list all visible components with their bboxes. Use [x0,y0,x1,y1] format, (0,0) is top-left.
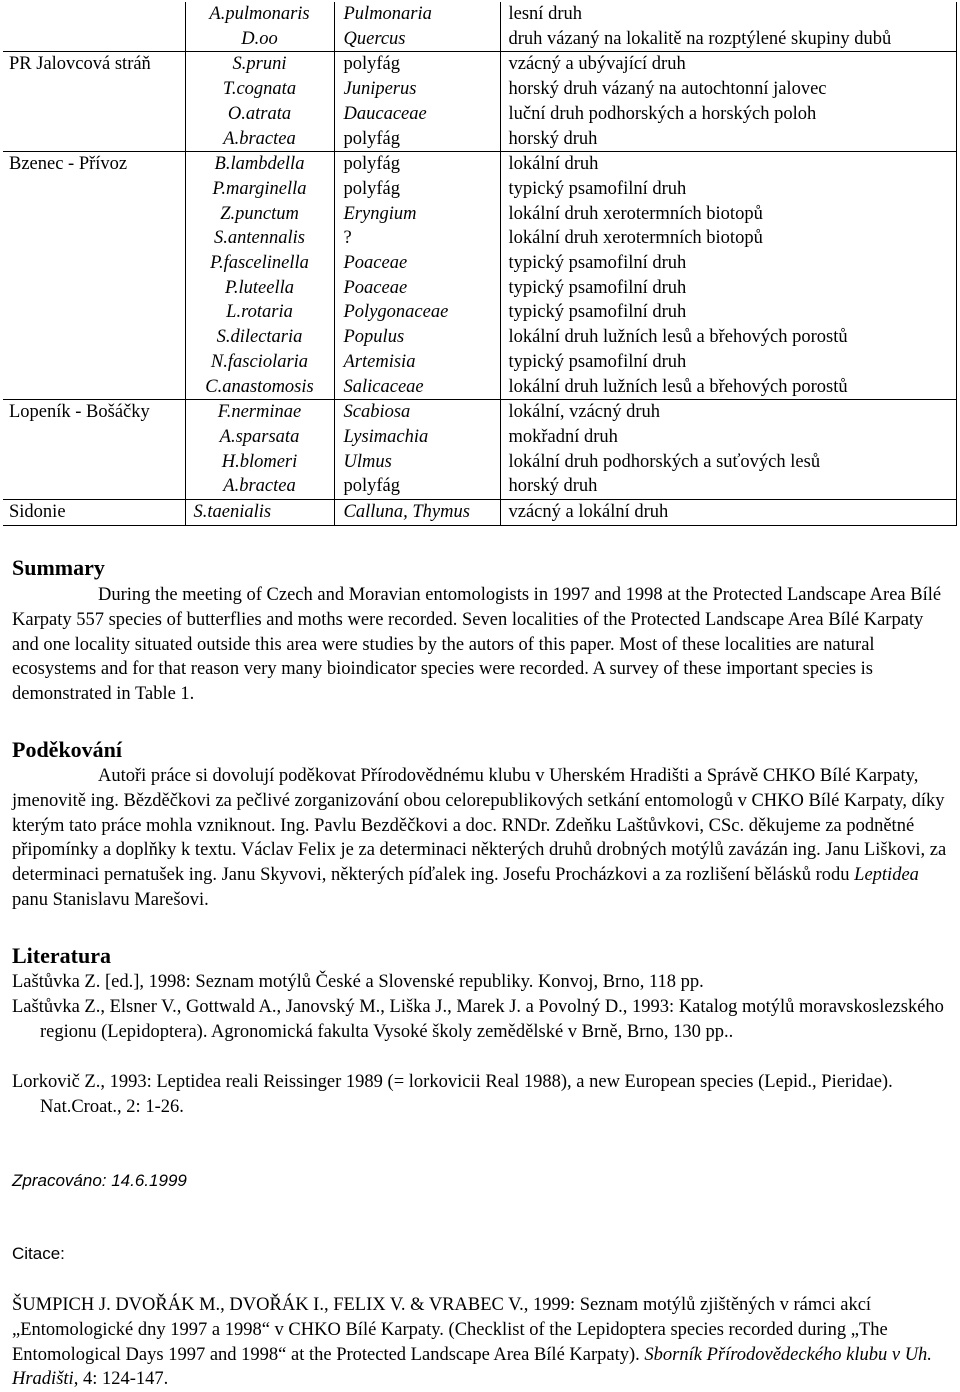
note-cell: typický psamofilní druh [500,300,957,325]
note-cell: lokální druh lužních lesů a břehových porostů [500,375,957,400]
table-row [3,350,957,375]
table-row [3,226,957,251]
note-cell: horský druh [500,127,957,152]
locality-cell: Bzenec - Přívoz [3,152,185,177]
host-plant-cell: Lysimachia [334,425,500,450]
locality-cell [3,177,185,202]
summary-text: During the meeting of Czech and Moravian entomologists in 1997 and 1998 at the Protected Landscape Area Bílé Karpaty 557 species of butterflies and moths were recorded. Seven localities of the Protected Landscape Area Bílé Karpaty and one locality situated outside this area were studies by the autors of this paper. Most of these localities are natural ecosystems and for that reason very many bioindicator species were recorded. A survey of these important species is demonstrated in Table 1. [12,585,942,705]
species-cell: A.bractea [185,127,334,152]
host-plant-cell: Artemisia [334,350,500,375]
species-cell: B.lambdella [185,152,334,177]
locality-cell [3,251,185,276]
table-row [3,500,957,526]
species-cell: Z.punctum [185,202,334,227]
reference-1: Laštůvka Z. [ed.], 1998: Seznam motýlů České a Slovenské republiky. Konvoj, Brno, 118 pp. [12,972,704,992]
locality-cell: Sidonie [3,500,185,526]
species-cell: P.marginella [185,177,334,202]
locality-cell [3,202,185,227]
reference-3: Lorkovič Z., 1993: Leptidea reali Reissinger 1989 (= lorkovicii Real 1988), a new European species (Lepid., Pieridae). Nat.Croat., 2: 1-26. [12,1072,893,1117]
note-cell: druh vázaný na lokalitě na rozptýlené skupiny dubů [500,27,957,52]
species-cell: C.anastomosis [185,375,334,400]
note-cell: lokální druh podhorských a suťových lesů [500,450,957,475]
species-cell: A.sparsata [185,425,334,450]
table-row [3,202,957,227]
table-row [3,400,957,425]
processed-date: Zpracováno: 14.6.1999 [12,1171,187,1190]
locality-cell [3,27,185,52]
note-cell: lokální druh [500,152,957,177]
host-plant-cell: Quercus [334,27,500,52]
host-plant-cell: polyfág [334,152,500,177]
locality-cell [3,300,185,325]
locality-cell [3,102,185,127]
locality-cell [3,276,185,301]
species-cell: T.cognata [185,77,334,102]
note-cell: vzácný a ubývající druh [500,52,957,77]
table-row [3,152,957,177]
species-cell: P.luteella [185,276,334,301]
table-row [3,450,957,475]
table-row [3,27,957,52]
note-cell: horský druh vázaný na autochtonní jalovec [500,77,957,102]
note-cell: typický psamofilní druh [500,251,957,276]
table-row [3,300,957,325]
species-cell: A.bractea [185,474,334,499]
host-plant-cell: Pulmonaria [334,2,500,27]
locality-cell [3,350,185,375]
species-table [3,2,957,526]
species-cell: P.fascelinella [185,251,334,276]
thanks-heading: Poděkování [12,737,123,762]
host-plant-cell: polyfág [334,177,500,202]
host-plant-cell: polyfág [334,52,500,77]
table-row [3,375,957,400]
citation-label: Citace: [12,1244,65,1263]
table-row [3,276,957,301]
species-cell: H.blomeri [185,450,334,475]
host-plant-cell: polyfág [334,474,500,499]
note-cell: mokřadní druh [500,425,957,450]
table-row [3,77,957,102]
literature-heading: Literatura [12,943,111,968]
table-row [3,325,957,350]
species-cell: L.rotaria [185,300,334,325]
locality-cell: Lopeník - Bošáčky [3,400,185,425]
locality-cell [3,450,185,475]
host-plant-cell: Poaceae [334,276,500,301]
host-plant-cell: Eryngium [334,202,500,227]
table-row [3,127,957,152]
host-plant-cell: ? [334,226,500,251]
citation-text: ŠUMPICH J. DVOŘÁK M., DVOŘÁK I., FELIX V. & VRABEC V., 1999: Seznam motýlů zjištěných v rámci akcí „Entomologické dny 1997 a 1998“ v CHKO Bílé Karpaty. (Checklist of the Lepidoptera species recorded during „The Entomological Days 1997 and 1998“ at the Protected Landscape Area Bílé Karpaty). Sborník Přírodovědeckého klubu v Uh. Hradišti, 4: 124-147. [12,1295,932,1390]
note-cell: typický psamofilní druh [500,177,957,202]
note-cell: lokální druh xerotermních biotopů [500,202,957,227]
reference-2: Laštůvka Z., Elsner V., Gottwald A., Janovský M., Liška J., Marek J. a Povolný D., 1993: Katalog motýlů moravskoslezského regionu (Lepidoptera). Agronomická fakulta Vysoké školy zemědělské v Brně, Brno, 130 pp.. [12,997,944,1042]
host-plant-cell: Salicaceae [334,375,500,400]
note-cell: vzácný a lokální druh [500,500,957,526]
locality-cell [3,127,185,152]
host-plant-cell: Poaceae [334,251,500,276]
note-cell: typický psamofilní druh [500,350,957,375]
table-row [3,102,957,127]
host-plant-cell: Ulmus [334,450,500,475]
note-cell: lokální, vzácný druh [500,400,957,425]
table-row [3,2,957,27]
note-cell: lesní druh [500,2,957,27]
locality-cell [3,375,185,400]
species-cell: D.oo [185,27,334,52]
host-plant-cell: Juniperus [334,77,500,102]
species-cell: A.pulmonaris [185,2,334,27]
note-cell: typický psamofilní druh [500,276,957,301]
host-plant-cell: polyfág [334,127,500,152]
host-plant-cell: Scabiosa [334,400,500,425]
locality-cell: PR Jalovcová stráň [3,52,185,77]
table-row [3,425,957,450]
species-cell: O.atrata [185,102,334,127]
table-row [3,52,957,77]
species-cell: F.nerminae [185,400,334,425]
locality-cell [3,226,185,251]
note-cell: luční druh podhorských a horských poloh [500,102,957,127]
species-cell: S.dilectaria [185,325,334,350]
species-cell: S.pruni [185,52,334,77]
table-row [3,251,957,276]
note-cell: lokální druh xerotermních biotopů [500,226,957,251]
locality-cell [3,2,185,27]
locality-cell [3,77,185,102]
species-cell: S.taenialis [185,500,334,526]
locality-cell [3,425,185,450]
host-plant-cell: Daucaceae [334,102,500,127]
summary-heading: Summary [12,555,105,580]
note-cell: horský druh [500,474,957,499]
host-plant-cell: Populus [334,325,500,350]
thanks-text: Autoři práce si dovolují poděkovat Přírodovědnému klubu v Uherském Hradišti a Správě CHKO Bílé Karpaty, jmenovitě ing. Bězděčkovi za pečlivé zorganizování obou celorepublikových setkání entomologů v CHKO Bílé Karpaty, díky kterým tato práce mohla vzniknout. Ing. Pavlu Bezděčkovi a doc. RNDr. Zdeňku Laštůvkovi, CSc. děkujeme za podnětné připomínky a doplňky k textu. Václav Felix je za determinaci některých druhů drobných motýlů zavázán ing. Janu Liškovi, za determinaci pernatušek ing. Janu Skyvovi, některých píďalek ing. Josefu Procházkovi a za rozlišení bělásků rodu Leptidea panu Stanislavu Marešovi. [12,766,947,910]
locality-cell [3,474,185,499]
locality-cell [3,325,185,350]
table-row [3,474,957,499]
host-plant-cell: Polygonaceae [334,300,500,325]
host-plant-cell: Calluna, Thymus [334,500,500,526]
table-row [3,177,957,202]
species-cell: N.fasciolaria [185,350,334,375]
species-cell: S.antennalis [185,226,334,251]
note-cell: lokální druh lužních lesů a břehových porostů [500,325,957,350]
